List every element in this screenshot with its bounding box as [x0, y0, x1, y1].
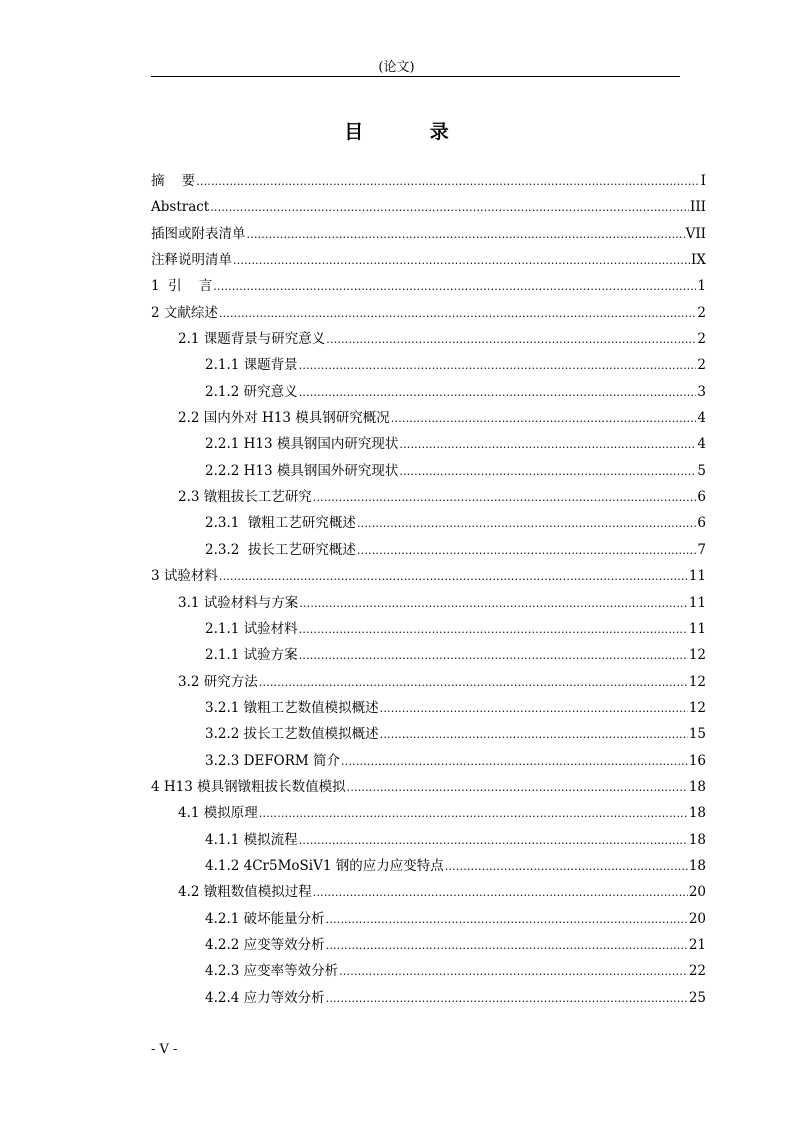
toc-entry-page: 11: [688, 620, 706, 637]
toc-entry-page: 15: [688, 726, 706, 743]
toc-entry-page: 18: [688, 857, 706, 874]
toc-entry-page: 22: [688, 963, 706, 980]
toc-dot-leader: [210, 197, 689, 219]
toc-entry[interactable]: [151, 960, 706, 986]
toc-entry-label: 4.2.4 应力等效分析: [205, 989, 325, 1006]
toc-entry-label: 2.2 国内外对 H13 模具钢研究概况: [178, 410, 390, 427]
toc-entry-label: 2.1.1 课题背景: [205, 357, 298, 374]
toc-entry[interactable]: [151, 407, 706, 433]
toc-entry[interactable]: [151, 644, 706, 670]
toc-entry[interactable]: [151, 328, 706, 354]
toc-entry-label: 摘 要: [151, 173, 196, 189]
toc-entry-label: 2.2.2 H13 模具钢国外研究现状: [205, 462, 399, 479]
toc-entry-label: 2.1.2 研究意义: [205, 383, 298, 400]
toc-dot-leader: [347, 777, 688, 799]
toc-entry-label: 3 试验材料: [151, 568, 218, 585]
toc-dot-leader: [259, 803, 688, 825]
toc-entry-label: 2.2.1 H13 模具钢国内研究现状: [205, 436, 399, 453]
toc-entry-page: 6: [697, 515, 706, 532]
toc-entry[interactable]: [151, 855, 706, 881]
header-rule: [151, 76, 680, 77]
toc-entry-page: 12: [688, 699, 706, 716]
toc-entry-page: 20: [688, 884, 706, 901]
toc-entry-label: 4.2.2 应变等效分析: [205, 936, 325, 953]
toc-dot-leader: [357, 540, 696, 562]
toc-entry-label: 注释说明清单: [151, 252, 232, 269]
toc-entry[interactable]: [151, 249, 706, 275]
toc-entry-label: 2.1 课题背景与研究意义: [178, 331, 326, 348]
toc-title: 目 录: [344, 121, 479, 143]
toc-entry-label: 4.2.1 破坏能量分析: [205, 910, 325, 927]
toc-entry[interactable]: [151, 223, 706, 249]
toc-entry[interactable]: [151, 881, 706, 907]
toc-entry[interactable]: [151, 697, 706, 723]
toc-dot-leader: [399, 434, 696, 456]
toc-entry-label: 4.2 镦粗数值模拟过程: [178, 884, 312, 901]
toc-entry[interactable]: [151, 539, 706, 565]
toc-entry-page: 3: [697, 383, 706, 400]
toc-dot-leader: [326, 935, 688, 957]
toc-entry-page: 7: [697, 541, 706, 558]
toc-entry-page: 5: [697, 462, 706, 479]
toc-entry-page: 6: [697, 489, 706, 506]
toc-dot-leader: [339, 961, 688, 983]
toc-entry-label: 4.1.1 模拟流程: [205, 831, 298, 848]
toc-dot-leader: [313, 487, 697, 509]
toc-entry-page: 11: [688, 594, 706, 611]
toc-entry[interactable]: [151, 671, 706, 697]
toc-entry-label: 2.3.1 镦粗工艺研究概述: [205, 515, 356, 532]
toc-dot-leader: [326, 909, 688, 931]
toc-entry-page: 20: [688, 910, 706, 927]
toc-entry-label: 4.1.2 4Cr5MoSiV1 钢的应力应变特点: [205, 857, 444, 874]
toc-entry[interactable]: [151, 486, 706, 512]
toc-dot-leader: [445, 856, 688, 878]
toc-entry-page: 18: [688, 805, 706, 822]
toc-entry-page: I: [700, 173, 706, 189]
toc-dot-leader: [357, 513, 696, 535]
toc-entry[interactable]: [151, 196, 706, 222]
toc-entry-label: 插图或附表清单: [151, 225, 246, 242]
toc-entry-page: VII: [685, 225, 706, 242]
toc-entry-page: 12: [688, 673, 706, 690]
toc-entry[interactable]: [151, 987, 706, 1013]
toc-entry[interactable]: [151, 381, 706, 407]
toc-entry[interactable]: [151, 723, 706, 749]
toc-entry[interactable]: [151, 829, 706, 855]
toc-entry-page: 2: [697, 331, 706, 348]
toc-dot-leader: [299, 619, 688, 641]
toc-entry-page: 21: [688, 936, 706, 953]
toc-entry-label: 3.2.3 DEFORM 简介: [205, 752, 341, 769]
toc-entry-page: 4: [697, 410, 706, 427]
toc-entry[interactable]: [151, 433, 706, 459]
toc-entry[interactable]: [151, 302, 706, 328]
toc-dot-leader: [247, 224, 685, 246]
toc-dot-leader: [219, 303, 697, 325]
toc-dot-leader: [196, 171, 699, 193]
toc-entry-page: 2: [697, 357, 706, 374]
toc-entry-label: Abstract: [151, 199, 210, 216]
toc-dot-leader: [380, 698, 688, 720]
toc-entry[interactable]: [151, 776, 706, 802]
toc-dot-leader: [341, 751, 688, 773]
toc-entry-label: 2.1.1 试验方案: [205, 647, 298, 664]
toc-entry-label: 4.1 模拟原理: [178, 805, 258, 822]
toc-dot-leader: [299, 645, 688, 667]
toc-entry-label: 3.1 试验材料与方案: [178, 594, 299, 611]
toc-entry-page: 1: [697, 278, 706, 295]
toc-dot-leader: [313, 882, 688, 904]
toc-entry-label: 2.3.2 拔长工艺研究概述: [205, 541, 356, 558]
toc-entry[interactable]: [151, 802, 706, 828]
footer-page-number: - V -: [151, 1042, 178, 1057]
toc-dot-leader: [380, 724, 688, 746]
toc-entry[interactable]: [151, 170, 706, 196]
toc-entry-page: 12: [688, 647, 706, 664]
toc-dot-leader: [299, 593, 688, 615]
table-of-contents: [151, 170, 706, 1013]
toc-dot-leader: [299, 382, 697, 404]
toc-entry-page: III: [690, 199, 706, 216]
toc-dot-leader: [391, 408, 697, 430]
toc-dot-leader: [259, 672, 688, 694]
toc-entry-label: 3.2.1 镦粗工艺数值模拟概述: [205, 699, 379, 716]
toc-entry[interactable]: [151, 908, 706, 934]
toc-entry[interactable]: [151, 460, 706, 486]
toc-dot-leader: [219, 566, 688, 588]
toc-entry[interactable]: [151, 618, 706, 644]
toc-entry-page: IX: [691, 252, 706, 269]
toc-entry-page: 18: [688, 831, 706, 848]
toc-entry-label: 2 文献综述: [151, 304, 218, 321]
toc-entry[interactable]: [151, 512, 706, 538]
toc-entry-page: 4: [697, 436, 706, 453]
page-header: (论文): [378, 60, 415, 75]
toc-entry[interactable]: [151, 565, 706, 591]
toc-entry-page: 25: [688, 989, 706, 1006]
toc-entry-label: 4 H13 模具钢镦粗拔长数值模拟: [151, 778, 346, 795]
toc-dot-leader: [299, 830, 688, 852]
toc-dot-leader: [233, 250, 690, 272]
toc-entry-page: 16: [688, 752, 706, 769]
toc-entry-label: 2.3 镦粗拔长工艺研究: [178, 489, 312, 506]
toc-entry[interactable]: [151, 354, 706, 380]
toc-entry[interactable]: [151, 592, 706, 618]
toc-entry-page: 11: [688, 568, 706, 585]
toc-entry-label: 2.1.1 试验材料: [205, 620, 298, 637]
toc-entry[interactable]: [151, 275, 706, 301]
toc-dot-leader: [326, 988, 688, 1010]
toc-dot-leader: [326, 329, 696, 351]
toc-entry[interactable]: [151, 750, 706, 776]
toc-entry-label: 4.2.3 应变率等效分析: [205, 963, 339, 980]
toc-dot-leader: [213, 276, 696, 298]
toc-entry-label: 1 引 言: [151, 278, 213, 295]
toc-entry-label: 3.2.2 拔长工艺数值模拟概述: [205, 726, 379, 743]
toc-entry-page: 2: [697, 304, 706, 321]
toc-dot-leader: [399, 461, 696, 483]
toc-entry-label: 3.2 研究方法: [178, 673, 258, 690]
toc-entry[interactable]: [151, 934, 706, 960]
toc-dot-leader: [299, 355, 697, 377]
toc-entry-page: 18: [688, 778, 706, 795]
